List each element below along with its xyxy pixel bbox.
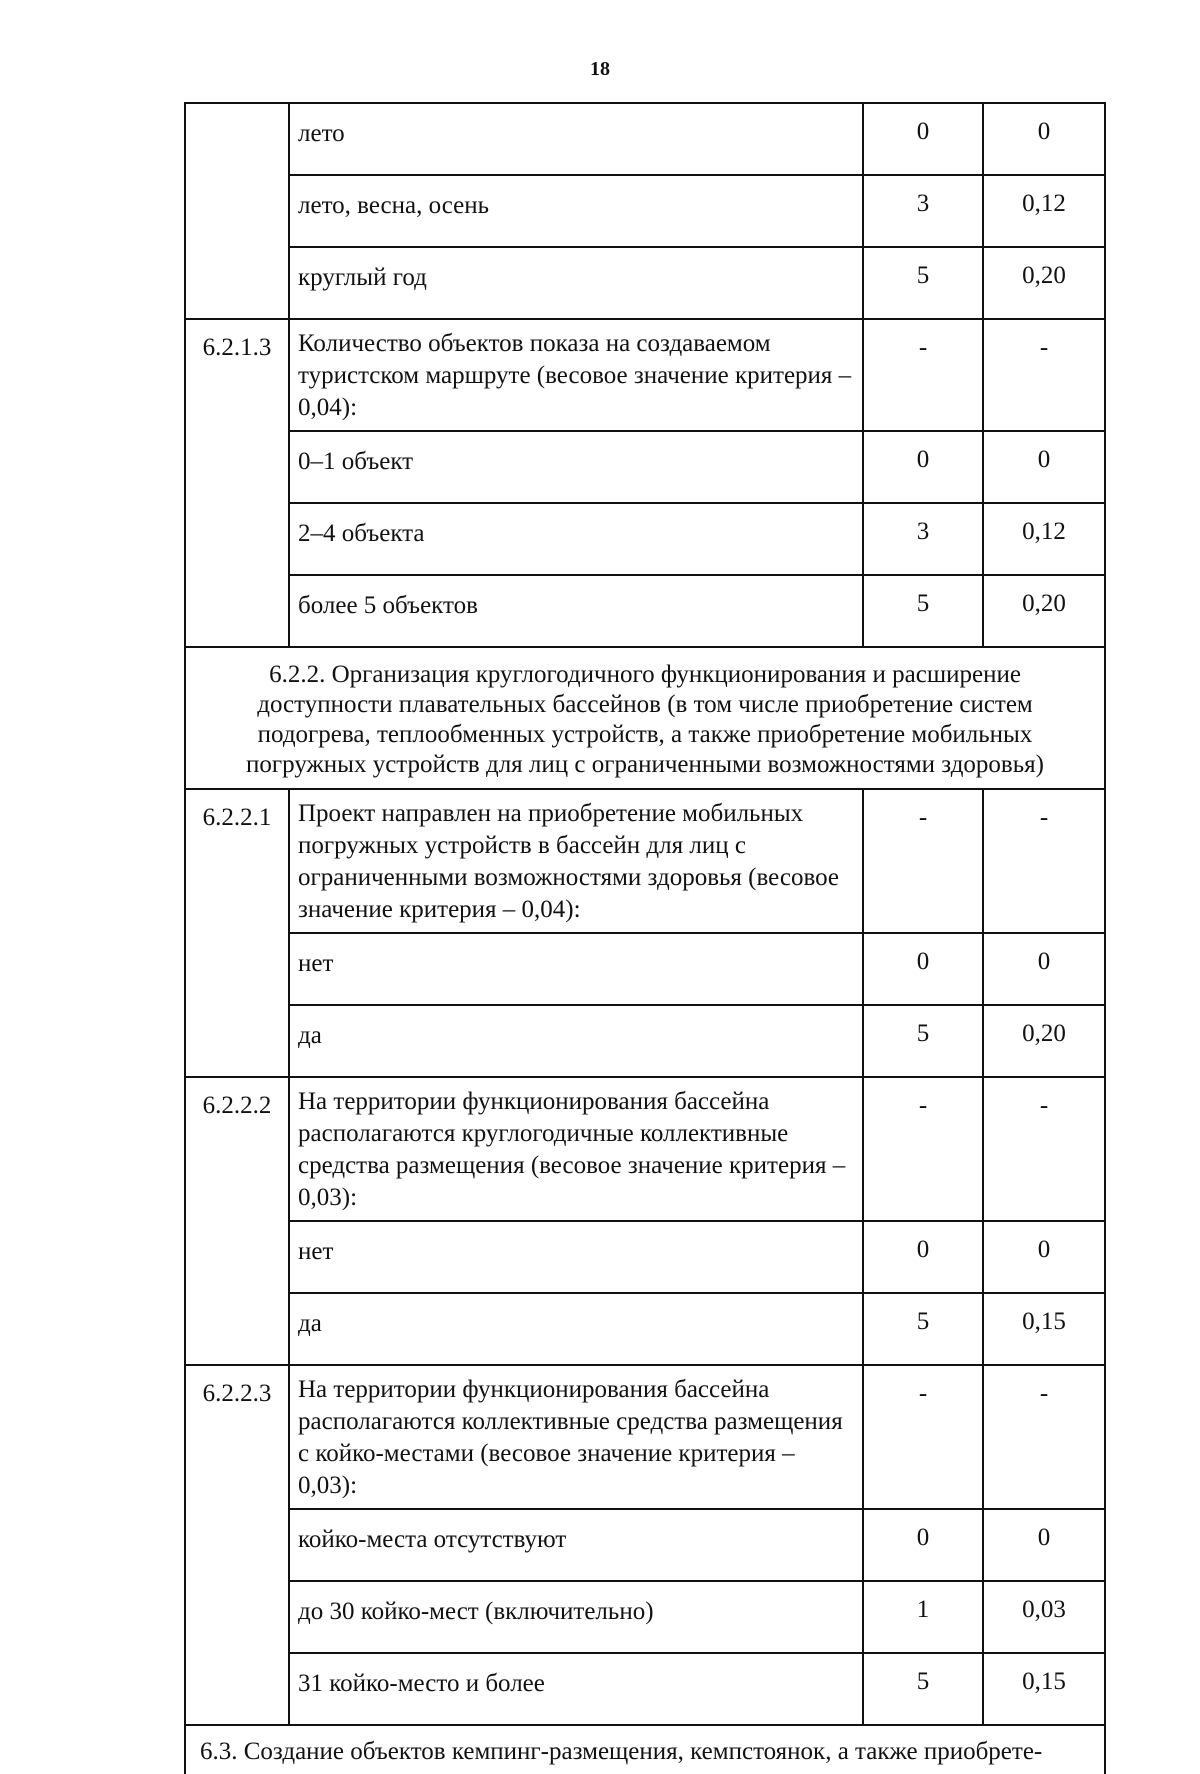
option-weight: 0,20 bbox=[983, 247, 1105, 319]
criterion-points: - bbox=[863, 1077, 983, 1221]
option-label: до 30 койко-мест (включительно) bbox=[289, 1581, 863, 1653]
option-weight: 0 bbox=[983, 1221, 1105, 1293]
option-label: лето, весна, осень bbox=[289, 175, 863, 247]
criterion-points: - bbox=[863, 1365, 983, 1509]
table-row bbox=[185, 1581, 1105, 1653]
table-row bbox=[185, 103, 1105, 175]
section-row bbox=[185, 647, 1105, 789]
criterion-text: На территории функционирования бассейна располагаются коллективные средства размещения с койко-местами (весовое значение критерия – 0,03): bbox=[289, 1365, 863, 1509]
option-weight: 0,03 bbox=[983, 1581, 1105, 1653]
option-weight: 0,15 bbox=[983, 1653, 1105, 1725]
option-label: 31 койко-место и более bbox=[289, 1653, 863, 1725]
criterion-points: - bbox=[863, 789, 983, 933]
table-row bbox=[185, 1221, 1105, 1293]
criterion-weight: - bbox=[983, 1077, 1105, 1221]
option-points: 0 bbox=[863, 1221, 983, 1293]
option-label: более 5 объектов bbox=[289, 575, 863, 647]
criterion-code-cell bbox=[185, 103, 289, 319]
criterion-row bbox=[185, 789, 1105, 933]
criterion-text: Количество объектов показа на создаваемом туристском маршруте (весовое значение критерия – 0,04): bbox=[289, 319, 863, 431]
criterion-weight: - bbox=[983, 319, 1105, 431]
table-row bbox=[185, 1005, 1105, 1077]
option-weight: 0 bbox=[983, 933, 1105, 1005]
table-row bbox=[185, 575, 1105, 647]
option-points: 1 bbox=[863, 1581, 983, 1653]
option-points: 3 bbox=[863, 175, 983, 247]
option-weight: 0,12 bbox=[983, 503, 1105, 575]
criteria-table bbox=[184, 102, 1106, 1774]
option-label: койко-места отсутствуют bbox=[289, 1509, 863, 1581]
page-number: 18 bbox=[590, 58, 610, 80]
criterion-points: - bbox=[863, 319, 983, 431]
option-weight: 0,20 bbox=[983, 575, 1105, 647]
criterion-code: 6.2.2.3 bbox=[185, 1365, 289, 1725]
option-points: 3 bbox=[863, 503, 983, 575]
criterion-weight: - bbox=[983, 1365, 1105, 1509]
table-row bbox=[185, 1293, 1105, 1365]
option-weight: 0 bbox=[983, 431, 1105, 503]
option-label: да bbox=[289, 1005, 863, 1077]
option-points: 0 bbox=[863, 1509, 983, 1581]
criterion-text: Проект направлен на приобретение мобильных погружных устройств в бассейн для лиц с ограниченными возможностями здоровья (весовое значение критерия – 0,04): bbox=[289, 789, 863, 933]
option-weight: 0,15 bbox=[983, 1293, 1105, 1365]
option-points: 5 bbox=[863, 575, 983, 647]
option-points: 0 bbox=[863, 103, 983, 175]
criterion-code: 6.2.2.2 bbox=[185, 1077, 289, 1365]
criterion-row bbox=[185, 1077, 1105, 1221]
option-label: да bbox=[289, 1293, 863, 1365]
option-points: 5 bbox=[863, 1005, 983, 1077]
criterion-code: 6.2.1.3 bbox=[185, 319, 289, 647]
table-row bbox=[185, 247, 1105, 319]
table-row bbox=[185, 175, 1105, 247]
option-weight: 0 bbox=[983, 103, 1105, 175]
option-points: 5 bbox=[863, 247, 983, 319]
criterion-row bbox=[185, 1365, 1105, 1509]
criterion-row bbox=[185, 319, 1105, 431]
table-row bbox=[185, 1509, 1105, 1581]
criterion-text: На территории функционирования бассейна располагаются круглогодичные коллективные средства размещения (весовое значение критерия – 0,03): bbox=[289, 1077, 863, 1221]
criterion-code: 6.2.2.1 bbox=[185, 789, 289, 1077]
table-row bbox=[185, 431, 1105, 503]
option-label: нет bbox=[289, 933, 863, 1005]
option-weight: 0,20 bbox=[983, 1005, 1105, 1077]
option-points: 5 bbox=[863, 1293, 983, 1365]
table-row bbox=[185, 503, 1105, 575]
section-heading: 6.2.2. Организация круглогодичного функционирования и расширение доступности плавательных бассейнов (в том числе приобретение систем подогрева, теплообменных устройств, а также приобретение мобильных погружных устройств для лиц с ограниченными возможностями здоровья) bbox=[185, 647, 1105, 789]
table-row bbox=[185, 933, 1105, 1005]
section-heading: 6.3. Создание объектов кемпинг-размещения, кемпстоянок, а также приобрете- bbox=[185, 1725, 1105, 1774]
table-row bbox=[185, 1653, 1105, 1725]
option-label: 0–1 объект bbox=[289, 431, 863, 503]
section-row bbox=[185, 1725, 1105, 1774]
option-weight: 0,12 bbox=[983, 175, 1105, 247]
option-points: 0 bbox=[863, 431, 983, 503]
option-points: 0 bbox=[863, 933, 983, 1005]
option-label: лето bbox=[289, 103, 863, 175]
option-label: круглый год bbox=[289, 247, 863, 319]
option-weight: 0 bbox=[983, 1509, 1105, 1581]
option-label: нет bbox=[289, 1221, 863, 1293]
option-label: 2–4 объекта bbox=[289, 503, 863, 575]
option-points: 5 bbox=[863, 1653, 983, 1725]
criterion-weight: - bbox=[983, 789, 1105, 933]
